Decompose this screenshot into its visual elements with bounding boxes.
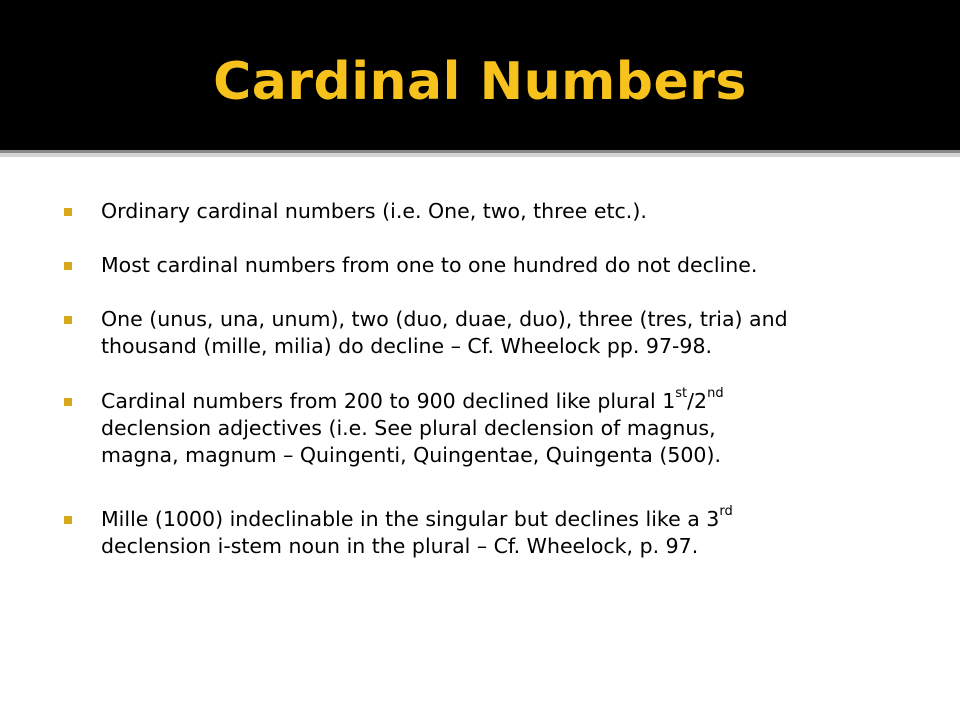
bullet-line: One (unus, una, unum), two (duo, duae, duo), three (tres, tria) and (101, 307, 788, 331)
bullet-marker-icon (64, 316, 72, 324)
bullet-marker-icon (64, 208, 72, 216)
bullet-marker-icon (64, 398, 72, 406)
bullet-marker-icon (64, 262, 72, 270)
bullet-text (101, 306, 884, 360)
bullet-line: Ordinary cardinal numbers (i.e. One, two, three etc.). (101, 199, 647, 223)
bullet-line: thousand (mille, milia) do decline – Cf. Wheelock pp. 97-98. (101, 334, 713, 358)
bullet-text (101, 252, 884, 279)
bullet-text (101, 506, 884, 560)
bullet-line: Most cardinal numbers from one to one hundred do not decline. (101, 253, 758, 277)
bullet-line: Cardinal numbers from 200 to 900 declined like plural 1 (101, 389, 676, 413)
bullet-line: magna, magnum – Quingenti, Quingentae, Quingenta (500). (101, 443, 721, 467)
ordinal-suffix: nd (707, 386, 724, 402)
bullet-marker-icon (64, 516, 72, 524)
slide-title: Cardinal Numbers (213, 52, 747, 112)
bullet-line: Mille (1000) indeclinable in the singular but declines like a 3 (101, 507, 720, 531)
bullet-text (101, 198, 884, 225)
bullet-line: declension i-stem noun in the plural – Cf. Wheelock, p. 97. (101, 534, 699, 558)
bullet-line: declension adjectives (i.e. See plural declension of magnus, (101, 416, 716, 440)
bullet-line: /2 (687, 389, 708, 413)
ordinal-suffix: st (675, 386, 688, 402)
ordinal-suffix: rd (719, 504, 733, 520)
bullet-text (101, 388, 884, 469)
